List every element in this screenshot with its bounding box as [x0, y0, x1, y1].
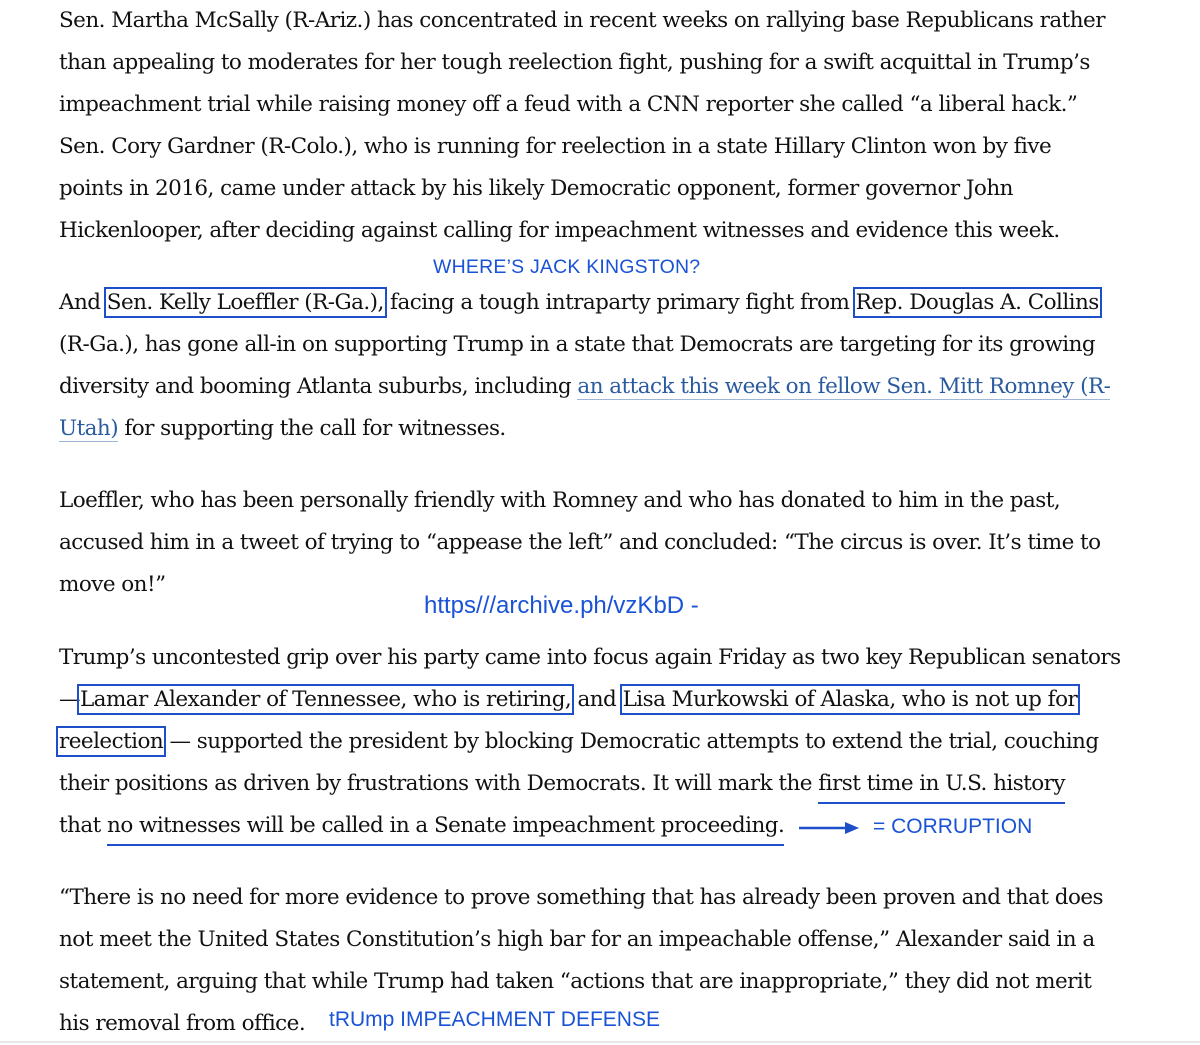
- text-line: (R-Ga.), has gone all-in on supporting Trump in a state that Democrats are targeting for its growing: [59, 332, 1096, 357]
- text-line: [59, 721, 1121, 763]
- text-line: impeachment trial while raising money off a feud with a CNN reporter she called “a liberal hack.”: [59, 92, 1078, 117]
- highlight-box-collins: Rep. Douglas A. Collins: [855, 290, 1099, 315]
- highlight-box-reelection: reelection: [59, 729, 164, 754]
- text-line: [59, 282, 1110, 324]
- text-run: And: [59, 290, 107, 315]
- annotation-jack-kingston: WHERE’S JACK KINGSTON?: [433, 256, 701, 278]
- highlight-box-murkowski: Lisa Murkowski of Alaska, who is not up for: [622, 687, 1078, 712]
- text-run: for supporting the call for witnesses.: [118, 416, 506, 441]
- paragraph-loeffler: [59, 282, 1110, 450]
- highlight-box-loeffler: Sen. Kelly Loeffler (R-Ga.),: [106, 290, 384, 315]
- text-line: statement, arguing that while Trump had taken “actions that are inappropriate,” they did not merit: [59, 969, 1092, 994]
- romney-attack-link-cont[interactable]: Utah): [59, 416, 119, 441]
- text-line: move on!”: [59, 572, 166, 597]
- text-line: Trump’s uncontested grip over his party came into focus again Friday as two key Republican senators: [59, 645, 1121, 670]
- underline-first-time: first time in U.S. history: [818, 771, 1065, 804]
- text-line: [59, 679, 1121, 721]
- text-line: not meet the United States Constitution’s high bar for an impeachable offense,” Alexander said in a: [59, 927, 1095, 952]
- text-line: points in 2016, came under attack by his likely Democratic opponent, former governor John: [59, 176, 1013, 201]
- annotation-archive-url: https///archive.ph/vzKbD -: [424, 592, 699, 619]
- highlight-box-alexander: Lamar Alexander of Tennessee, who is retiring,: [79, 687, 572, 712]
- text-run: and: [571, 687, 623, 712]
- text-line: than appealing to moderates for her tough reelection fight, pushing for a swift acquittal in Trump’s: [59, 50, 1090, 75]
- text-line: his removal from office.: [59, 1011, 306, 1036]
- text-line: Sen. Martha McSally (R-Ariz.) has concentrated in recent weeks on rallying base Republicans rather: [59, 8, 1105, 33]
- underline-no-witnesses: no witnesses will be called in a Senate impeachment proceeding.: [107, 813, 784, 846]
- text-run: facing a tough intraparty primary fight from: [383, 290, 856, 315]
- text-line: accused him in a tweet of trying to “appease the left” and concluded: “The circus is over. It’s time to: [59, 530, 1101, 555]
- annotation-impeachment-defense: tRUmp IMPEACHMENT DEFENSE: [329, 1008, 660, 1031]
- romney-attack-link[interactable]: an attack this week on fellow Sen. Mitt Romney (R-: [577, 374, 1111, 399]
- text-run: that: [59, 813, 108, 838]
- text-line: “There is no need for more evidence to prove something that has already been proven and that does: [59, 885, 1104, 910]
- text-line: Loeffler, who has been personally friendly with Romney and who has donated to him in the past,: [59, 488, 1061, 513]
- page-divider: [0, 1041, 1200, 1043]
- text-line: [59, 408, 1110, 450]
- text-run: — supported the president by blocking Democratic attempts to extend the trial, couching: [163, 729, 1099, 754]
- text-run: their positions as driven by frustrations with Democrats. It will mark the: [59, 771, 819, 796]
- text-line: Hickenlooper, after deciding against calling for impeachment witnesses and evidence this week.: [59, 218, 1060, 243]
- annotation-corruption: = CORRUPTION: [873, 815, 1033, 838]
- arrow-right-icon: [797, 818, 861, 838]
- text-line: [59, 366, 1110, 408]
- text-line: [59, 763, 1121, 805]
- text-run: —: [59, 687, 80, 712]
- paragraph-mcsally-gardner: [59, 0, 1105, 252]
- text-run: diversity and booming Atlanta suburbs, including: [59, 374, 578, 399]
- text-line: Sen. Cory Gardner (R-Colo.), who is running for reelection in a state Hillary Clinton won by five: [59, 134, 1052, 159]
- paragraph-loeffler-tweet: [59, 480, 1101, 606]
